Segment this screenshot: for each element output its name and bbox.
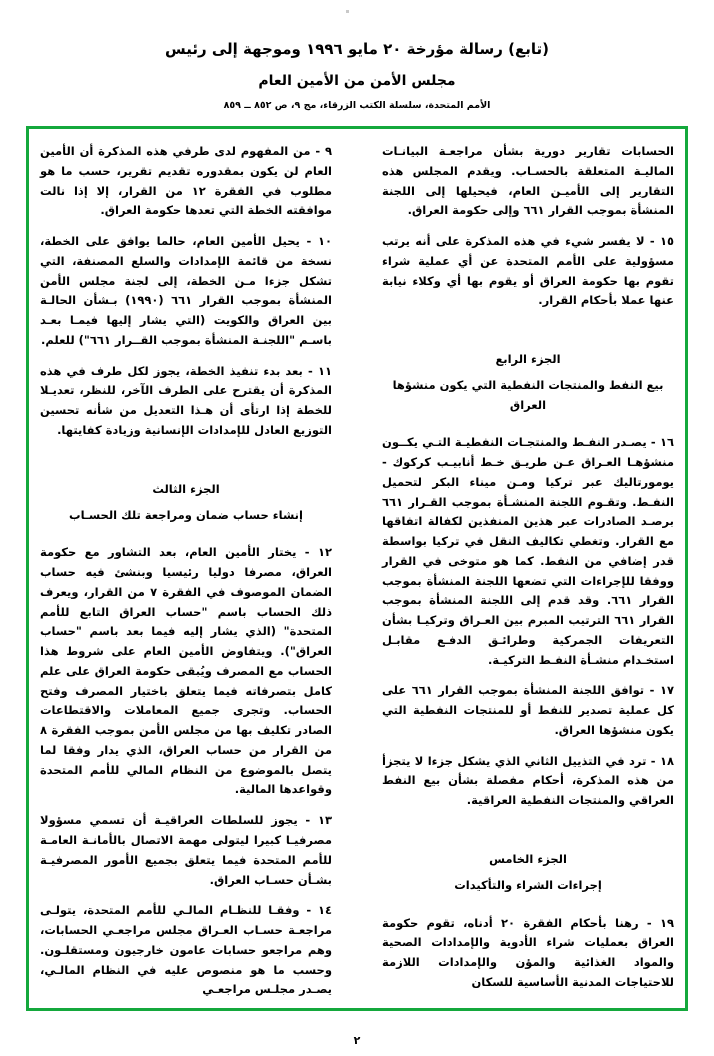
paragraph: ١٤ - وفقـا للنظـام المالـي للأمم المتحدة، يتولـى مراجعـة حسـاب العـراق مجلس مراجعـي الحسابات، وهم مراجعو حسابات عامون خارجيون ومستقلـون. وحسب ما هو منصوص عليه في النظام المالـي، يصـدر مجلـس مراجعـي [40,903,332,997]
paragraph: ١٣ - يجوز للسلطات العراقيـة أن تسمي مسؤولا مصرفيـا كبيرا ليتولى مهمة الاتصال بالأمانـة العامـة للأمم المتحدة فيما يتعلق بجميع الأمور المصرفيـة بشـأن حسـاب العراق. [40,813,332,887]
section-subheading: إنشاء حساب ضمان ومراجعة تلك الحسـاب [69,507,303,522]
paragraph: ١٠ - يحيل الأمين العام، حالما يوافق على الخطة، نسخة من قائمة الإمدادات والسلع المصنفة، التي تشكل جزءا مـن الخطة، إلى لجنة مجلس الأمن المنشأة بموجب القرار ٦٦١ (١٩٩٠) بـشأن الحالـة بين العراق والكويت (التي يشار إليها فيمـا بعـد باسـم "اللجنـة المنشأة بموجب القــرار ٦٦١") للعلم. [40,234,332,347]
paragraph: ١٩ - رهنا بأحكام الفقرة ٢٠ أدناه، تقوم حكومة العراق بعمليات شراء الأدوية والإمدادات الصحية والمواد الغذائية والمؤن والإمدادات اللازمة للاحتياجات المدنية الأساسية للسكان [382,915,674,989]
column-left [382,142,674,997]
paragraph: الحسابات تقارير دورية بشأن مراجعـة البيانـات الماليـة المتعلقة بالحسـاب. ويقدم المجلس هذه التقارير إلى الأميـن العام، فيحيلها إلى اللجنة المنشأة بموجب القرار ٦٦١ وإلى حكومة العراق. [382,144,674,218]
section-heading: الجزء الخامس [489,852,567,866]
page-subtitle: مجلس الأمن من الأمين العام [258,72,456,89]
body-columns [40,142,674,997]
page-title: (تابع) رسالة مؤرخة ٢٠ مايو ١٩٩٦ وموجهة إلى رئيس [165,40,549,58]
paragraph: ١٦ - يصـدر النفـط والمنتجـات النفطيـة التـي يكــون منشؤهـا العـراق عـن طريـق خـط أنابيـب كركوك - يومورتاليك عبر تركيا ومـن ميناء البكر لتحميل النفـط. وتقـوم اللجنة المنشـأة بموجب القـرار ٦٦١ برصـد الصادرات عبر هذين المنفذين لكفالة اتفاقها مع القرار. وتغطي تكاليف النقل في تركيا بواسطة قدر إضافي من النفط. كما هو متوخى في القرار ووفقا للإجراءات التي تضعها اللجنة المنشأة بموجب القرار ٦٦١. وقد قدم إلى اللجنة المنشأة بموجب القرار ٦٦١ الترتيب المبرم بين العـراق وتركيـا بشأن التعريفات الجمركية وطرائـق الدفـع مقابـل استخـدام منشـأة النفـط التركيـة. [382,435,674,667]
paragraph: ١١ - بعد بدء تنفيذ الخطة، يجوز لكل طرف في هذه المذكرة أن يقترح على الطرف الآخر، للنظر، تعديـلا للخطة إذا ارتأى أن هـذا التعديل من شأنه تحسين التوزيع العادل للإمدادات الإنسانية وزيادة كفايتها. [40,363,332,437]
paragraph: ١٥ - لا يفسر شيء في هذه المذكرة على أنه يرتب مسؤولية على الأمم المتحدة عن أي عملية شراء تقوم بها حكومة العراق أو يقوم بها أي وكلاء نيابة عنها عملا بأحكام القرار. [382,234,674,308]
section-subheading: إجراءات الشراء والتأكيدات [454,878,602,892]
paragraph: ٩ - من المفهوم لدى طرفي هذه المذكرة أن الأمين العام لن يكون بمقدوره تقديم تقرير، حسب ما هو مطلوب في الفقرة ١٢ من القرار، إلا إذا نالت موافقته الخطة التي تعدها حكومة العراق. [40,144,332,218]
scan-artifact [346,10,349,13]
source-citation: الأمم المتحدة، سلسلة الكتب الزرقاء، مج ٩، ص ٨٥٢ ــ ٨٥٩ [223,99,491,111]
column-right [40,142,332,997]
paragraph: ١٢ - يختار الأمين العام، بعد التشاور مع حكومة العراق، مصرفا دوليا رئيسيا وبنشئ فيه حساب الضمان الموصوف في الفقرة ٧ من القرار، ويعرف ذلك الحساب باسم "حساب العراق التابع للأمم المتحدة" (الذي يشار إليه فيما بعد باسم "حساب العراق"). ويتفاوض الأمين العام على شروط هذا الحساب مع المصرف ويُبقى حكومة العراق على علم كامل بتصرفاته فيما يتعلق باختيار المصرف وفتح الحساب. وتجرى جميع المعاملات والاقتطاعات الصادر تكليف بها من مجلس الأمن بموجب الفقرة ٨ من القرار من حساب العراق، الذي يدار وفقا لما يتصل بالموضوع من النظام المالي للأمم المتحدة وقواعدها المالية. [40,545,333,797]
page-number: ٢ [353,1034,361,1047]
paragraph: ١٧ - توافق اللجنة المنشأة بموجب القرار ٦٦١ على كل عملية تصدير للنفط أو للمنتجات النفطية التي يكون منشؤها العراق. [382,683,674,737]
document-header [0,0,714,111]
section-heading: الجزء الرابع [495,352,561,367]
section-subheading: بيع النفط والمنتجات النفطية التي يكون منشؤها العراق [392,378,664,412]
section-heading: الجزء الثالث [152,481,220,496]
paragraph: ١٨ - ترد في التذييل الثاني الذي يشكل جزءا لا يتجزأ من هذه المذكرة، أحكام مفصلة بشأن بيع النفط العراقي والمنتجات النفطية العراقية. [382,753,674,808]
